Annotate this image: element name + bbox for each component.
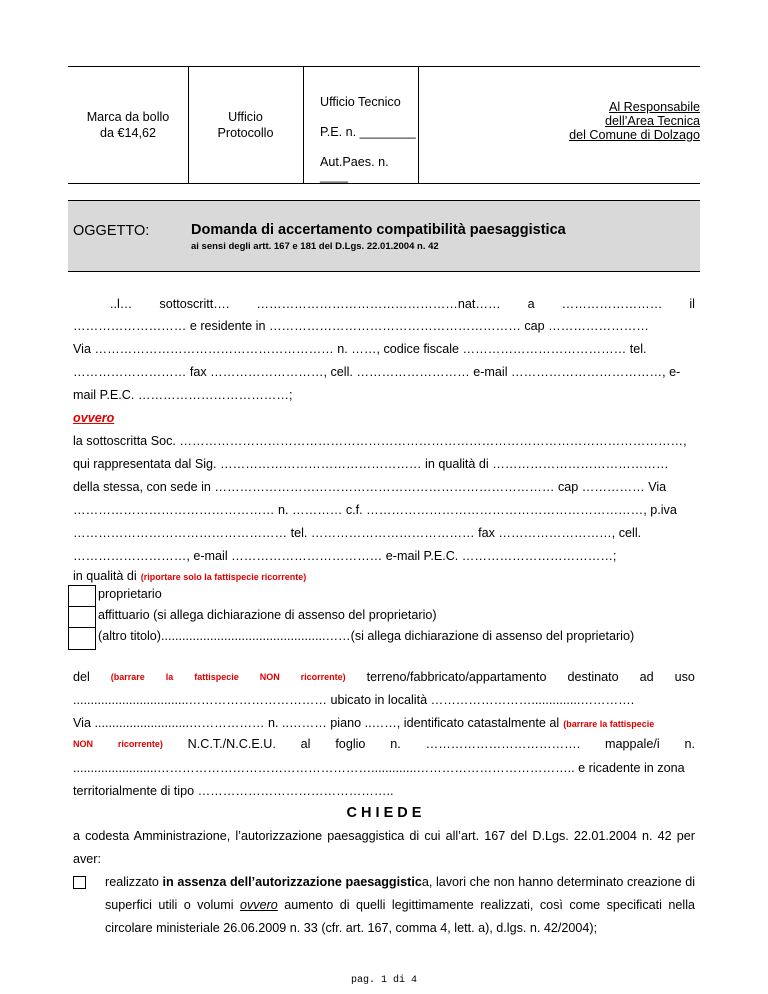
option-proprietario: proprietario — [98, 587, 162, 601]
marca-line-1: Marca da bollo — [86, 110, 170, 124]
line-residente: ……………………… e residente in …………………………………………………… cap …………………… — [73, 319, 649, 333]
checkbox-affittuario[interactable] — [68, 606, 96, 628]
responsabile-line-2: dell’Area Tecnica — [605, 114, 700, 128]
responsabile-line-3: del Comune di Dolzago — [569, 128, 700, 142]
line-zona: ........................…………………………………………….............……………………………….. e ricadente in zona — [73, 761, 685, 775]
oggetto-subtitle: ai sensi degli artt. 167 e 181 del D.Lgs. 22.01.2004 n. 42 — [191, 241, 439, 252]
oggetto-box — [68, 200, 700, 272]
marca-bollo-cell — [68, 67, 189, 183]
responsabile-cell — [418, 100, 700, 142]
oggetto-label: OGGETTO: — [73, 223, 150, 239]
option-altro-titolo: (altro titolo)...............................................……(si allega dichiarazione di assenso del proprietario) — [98, 629, 635, 643]
line-del-terreno: del (barrare la fattispecie NON ricorrente) terreno/fabbricato/appartamento destinato ad uso — [73, 670, 695, 684]
ufficio-tecnico-cell — [303, 67, 419, 183]
line-cf-piva: ………………………………………… n. ………… c.f. …………………………………………………………, p.iva — [73, 503, 677, 517]
line-sede: della stessa, con sede in ……………………………………………………………………… cap …………… Via — [73, 480, 667, 494]
paragraph-assenza-autorizzazione: realizzato in assenza dell’autorizzazione paesaggistica, lavori che non hanno determinato creazione di superfici utili o volumi ovvero aumento di quelli legittimamente realizzati, così come specificati nella circolare ministeriale 26.06.2009 n. 33 (cfr. art. 167, comma 4, lett. a), d.lgs. n. 42/2004); — [105, 875, 695, 935]
ufficio-protocollo-cell — [188, 67, 304, 183]
option-affittuario: affittuario (si allega dichiarazione di assenso del proprietario) — [98, 608, 437, 622]
header-box — [68, 66, 700, 184]
line-pec: mail P.E.C. ………………………………; — [73, 388, 293, 402]
oggetto-title: Domanda di accertamento compatibilità paesaggistica — [191, 222, 566, 238]
line-via-cf: Via ………………………………………………… n. ……, codice fiscale ………………………………… tel. — [73, 342, 647, 356]
ufficio-line-2: Protocollo — [217, 126, 274, 140]
pe-number: P.E. n. ________ — [320, 125, 416, 139]
responsabile-line-1: Al Responsabile — [608, 100, 700, 114]
chiede-heading: C H I E D E — [346, 805, 422, 821]
paragraph-richiesta: a codesta Amministrazione, l’autorizzazione paesaggistica di cui all’art. 167 del D.Lgs. 22.01.2004 n. 42 per aver: — [73, 829, 695, 866]
line-email-soc: ………………………, e-mail ……………………………… e-mail P.E.C. ………………………………; — [73, 549, 617, 563]
checkbox-altro-titolo[interactable] — [68, 627, 96, 650]
line-ubicato: .................................…………………………… ubicato in località ……………………..............…………. — [73, 693, 635, 707]
line-sottoscritto: ..l… sottoscritt…. …………………………………………nat…… a …………………… il — [110, 297, 695, 311]
line-qualita: in qualità di (riportare solo la fattispecie ricorrente) — [73, 569, 307, 583]
aut-paes-number: Aut.Paes. n. ____ — [320, 155, 389, 183]
marca-line-2: da €14,62 — [99, 126, 157, 140]
line-rappresentata: qui rappresentata dal Sig. ………………………………………… in qualità di …………………………………… — [73, 457, 669, 471]
line-tel-fax: …………………………………………… tel. ………………………………… fax ………………………, cell. — [73, 526, 642, 540]
ufficio-tecnico-title: Ufficio Tecnico — [320, 95, 401, 109]
checkbox-proprietario[interactable] — [68, 585, 96, 607]
line-via-catasto: Via ...........................……………… n. ..……… piano ..……, identificato catastalmente al (barrare la fattispecie — [73, 716, 655, 730]
line-societa: la sottoscritta Soc. …………………………………………………………………………………………………………, — [73, 434, 687, 448]
line-foglio-mappale: NON ricorrente) N.C.T./N.C.E.U. al foglio n. ………………………………. mappale/i n. — [73, 737, 695, 751]
qualita-note: (riportare solo la fattispecie ricorrente) — [140, 572, 307, 582]
page-footer: pag. 1 di 4 — [350, 975, 417, 986]
ufficio-line-1: Ufficio — [228, 110, 263, 124]
line-fax-email: ……………………… fax ………………………, cell. ……………………… e-mail ………………………………, e- — [73, 365, 681, 379]
checkbox-assenza-autorizzazione[interactable] — [73, 876, 86, 889]
line-tipo: territorialmente di tipo ……………………………………….. — [73, 784, 394, 798]
ovvero-label: ovvero — [73, 411, 115, 425]
